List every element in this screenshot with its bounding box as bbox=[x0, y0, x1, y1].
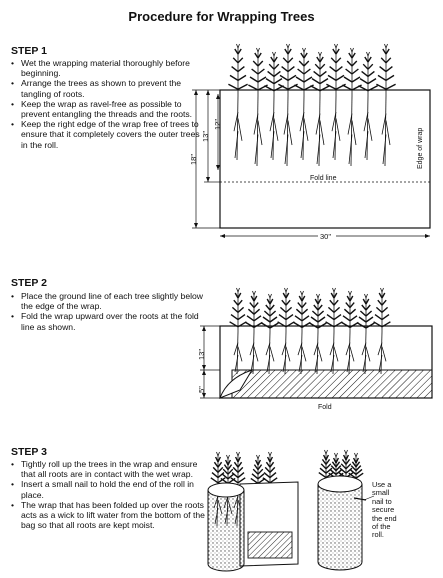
step3-rolled-bundle-top bbox=[318, 476, 362, 492]
callout-line: small bbox=[372, 488, 390, 498]
step1-bullet: • Wet the wrapping material thoroughly before beginning. bbox=[11, 58, 201, 78]
seedling-tree bbox=[342, 291, 359, 374]
seedling-tree bbox=[358, 294, 375, 374]
seedling-tree bbox=[248, 48, 267, 166]
step3-partial-roll bbox=[208, 490, 244, 571]
page-title: Procedure for Wrapping Trees bbox=[128, 9, 315, 24]
step3-instructions bbox=[11, 459, 205, 530]
seedling-tree bbox=[326, 44, 345, 160]
callout-line: the end bbox=[372, 513, 397, 523]
seedling-tree bbox=[278, 44, 297, 166]
step2-heading: STEP 2 bbox=[11, 277, 47, 289]
step1-dimension-13-label: 13" bbox=[201, 130, 210, 142]
step2-folded-flap bbox=[232, 370, 432, 398]
callout-line: secure bbox=[372, 505, 395, 515]
step3-rolled-bundle-diagram bbox=[306, 446, 376, 576]
step1-wrap-sheet bbox=[220, 90, 430, 228]
step1-dimension-12 bbox=[216, 94, 220, 170]
step1-instructions bbox=[11, 58, 201, 150]
seedling-tree bbox=[264, 52, 283, 160]
seedling-tree bbox=[374, 288, 391, 374]
seedling-tree bbox=[310, 294, 327, 374]
step2-dimension-5-label: 5" bbox=[197, 386, 206, 393]
step2-diagram bbox=[190, 278, 440, 420]
seedling-tree bbox=[342, 48, 361, 166]
step1-heading: STEP 1 bbox=[11, 45, 47, 57]
step2-dimension-13-label: 13" bbox=[197, 348, 206, 360]
step3-heading: STEP 3 bbox=[11, 446, 47, 458]
seedling-tree bbox=[358, 52, 377, 160]
step2-bullet: • Fold the wrap upward over the roots at the fold line as shown. bbox=[11, 311, 207, 331]
step2-dimension-13 bbox=[200, 326, 220, 370]
step1-fold-line-label: Fold line bbox=[310, 175, 337, 182]
step2-bullet: • Place the ground line of each tree slightly below the edge of the wrap. bbox=[11, 291, 207, 311]
seedling-tree bbox=[246, 291, 263, 374]
step3-bullet: • Insert a small nail to hold the end of the roll in place. bbox=[11, 479, 205, 499]
step3-partial-roll-top bbox=[208, 483, 244, 497]
seedling-tree bbox=[228, 44, 247, 160]
step3-bullet: • The wrap that has been folded up over the roots acts as a wick to lift water from the bottom of the bag so that all roots are kept moist. bbox=[11, 500, 205, 531]
callout-line: nail to bbox=[372, 496, 392, 506]
step1-dimension-30-label: 30" bbox=[320, 232, 332, 241]
step1-trees bbox=[228, 44, 395, 166]
seedling-tree bbox=[294, 48, 313, 160]
step2-instructions bbox=[11, 291, 207, 332]
seedling-tree bbox=[294, 291, 311, 374]
step3-roll-in-progress-diagram bbox=[200, 446, 304, 576]
step1-dimension-12-label: 12" bbox=[213, 118, 222, 130]
step1-bullet: • Keep the wrap as ravel-free as possible to prevent entangling the threads and the roots. bbox=[11, 99, 201, 119]
seedling-tree bbox=[262, 294, 279, 374]
seedling-tree bbox=[310, 52, 329, 166]
seedling-tree bbox=[230, 288, 247, 374]
step3-folded-flap-left bbox=[248, 532, 292, 558]
step3-bullet: • Tightly roll up the trees in the wrap and ensure that all roots are in contact with the wet wrap. bbox=[11, 459, 205, 479]
seedling-tree bbox=[376, 44, 395, 166]
step1-edge-label: Edge of wrap bbox=[417, 127, 424, 169]
callout-line: of the bbox=[372, 522, 391, 532]
seedling-tree bbox=[278, 288, 295, 374]
step1-diagram bbox=[190, 34, 440, 246]
step1-dimension-18-label: 18" bbox=[189, 153, 198, 165]
step3-nail-callout bbox=[372, 481, 432, 540]
step1-bullet: • Keep the right edge of the wrap free of trees to ensure that it completely covers the outer trees in the roll. bbox=[11, 119, 201, 150]
callout-line: Use a bbox=[372, 480, 392, 489]
seedling-tree bbox=[326, 288, 343, 374]
step2-fold-label: Fold bbox=[318, 404, 332, 411]
step2-trees bbox=[230, 288, 391, 374]
callout-line: roll. bbox=[372, 530, 384, 540]
step3-rolled-bundle bbox=[318, 484, 362, 570]
step1-bullet: • Arrange the trees as shown to prevent the tangling of roots. bbox=[11, 78, 201, 98]
